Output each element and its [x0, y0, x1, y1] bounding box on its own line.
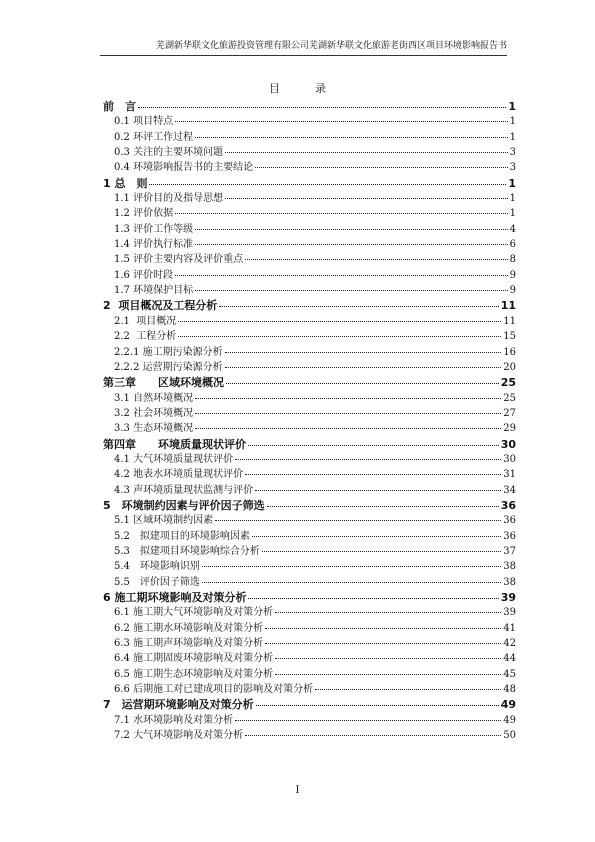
dot-leader — [195, 244, 508, 245]
dot-leader — [225, 152, 508, 153]
toc-entry-page: 25 — [503, 392, 516, 404]
toc-section-entry[interactable] — [103, 621, 516, 636]
dot-leader — [215, 520, 501, 521]
dot-leader — [202, 566, 501, 567]
toc-entry-label: 6.4 施工期固废环境影响及对策分析 — [114, 653, 274, 665]
toc-entry-page: 11 — [500, 299, 516, 313]
toc-entry-page: 1 — [509, 131, 516, 143]
toc-section-entry[interactable] — [103, 329, 516, 344]
toc-section-entry[interactable] — [103, 160, 516, 175]
toc-entry-label: 4.2 地表水环境质量现状评价 — [114, 469, 244, 481]
toc-section-entry[interactable] — [103, 452, 516, 467]
toc-section-entry[interactable] — [103, 559, 516, 574]
toc-entry-label: 1.6 评价时段 — [114, 269, 174, 281]
toc-entry-page: 36 — [503, 530, 516, 542]
toc-entry-page: 48 — [503, 684, 516, 696]
dot-leader — [256, 705, 499, 706]
dot-leader — [235, 720, 501, 721]
toc-entry-label: 4.1 大气环境质量现状评价 — [114, 453, 234, 465]
toc-entry-label: 3.3 生态环境概况 — [114, 423, 194, 435]
toc-section-entry[interactable] — [103, 651, 516, 666]
toc-chapter-entry[interactable] — [103, 590, 516, 605]
toc-entry-label: 2.2.1 施工期污染源分析 — [114, 346, 223, 358]
toc-entry-page: 20 — [503, 361, 516, 373]
dot-leader — [275, 674, 501, 675]
toc-entry-page: 29 — [503, 423, 516, 435]
toc-entry-page: 49 — [500, 698, 516, 712]
toc-entry-page: 1 — [509, 116, 516, 128]
toc-entry-page: 1 — [508, 176, 516, 190]
toc-entry-page: 44 — [503, 653, 516, 665]
toc-chapter-entry[interactable] — [103, 697, 516, 712]
toc-section-entry[interactable] — [103, 529, 516, 544]
toc-entry-label: 0.4 环境影响报告书的主要结论 — [114, 162, 254, 174]
toc-section-entry[interactable] — [103, 421, 516, 436]
toc-entry-label: 第四章 环境质量现状评价 — [103, 437, 246, 451]
toc-entry-label: 1.7 环境保护目标 — [114, 285, 194, 297]
toc-entry-page: 3 — [509, 147, 516, 159]
toc-entry-page: 15 — [503, 331, 516, 343]
dot-leader — [202, 582, 501, 583]
toc-section-entry[interactable] — [103, 237, 516, 252]
dot-leader — [195, 290, 508, 291]
dot-leader — [262, 551, 501, 552]
toc-entry-label: 1.1 评价目的及指导思想 — [114, 193, 224, 205]
toc-section-entry[interactable] — [103, 513, 516, 528]
toc-section-entry[interactable] — [103, 360, 516, 375]
toc-entry-page: 49 — [503, 714, 516, 726]
dot-leader — [149, 184, 506, 185]
toc-section-entry[interactable] — [103, 636, 516, 651]
toc-title: 目 录 — [269, 82, 338, 95]
toc-entry-label: 0.3 关注的主要环境问题 — [114, 147, 224, 159]
dot-leader — [255, 490, 501, 491]
toc-entry-label: 2 项目概况及工程分析 — [103, 299, 218, 313]
dot-leader — [226, 383, 499, 384]
dot-leader — [195, 413, 501, 414]
toc-section-entry[interactable] — [103, 391, 516, 406]
toc-entry-label: 5.5 评价因子筛选 — [114, 576, 200, 588]
toc-entry-label: 前 言 — [103, 100, 136, 113]
toc-section-entry[interactable] — [103, 605, 516, 620]
toc-entry-page: 36 — [500, 498, 516, 512]
toc-entry-label: 2.2.2 运营期污染源分析 — [114, 361, 223, 373]
toc-entry-label: 3.1 自然环境概况 — [114, 392, 194, 404]
dot-leader — [195, 398, 501, 399]
toc-section-entry[interactable] — [103, 222, 516, 237]
toc-section-entry[interactable] — [103, 483, 516, 498]
dot-leader — [255, 167, 508, 168]
toc-section-entry[interactable] — [103, 252, 516, 267]
toc-section-entry[interactable] — [103, 130, 516, 145]
toc-entry-page: 4 — [509, 223, 516, 235]
dot-leader — [138, 107, 506, 108]
toc-chapter-entry[interactable] — [103, 498, 516, 513]
toc-section-entry[interactable] — [103, 667, 516, 682]
toc-entry-label: 7.1 水环境影响及对策分析 — [114, 714, 234, 726]
dot-leader — [275, 612, 501, 613]
toc-entry-label: 5.4 环境影响识别 — [114, 561, 200, 573]
dot-leader — [275, 658, 501, 659]
toc-entry-label: 7 运营期环境影响及对策分析 — [103, 698, 254, 712]
toc-entry-page: 3 — [509, 162, 516, 174]
toc-section-entry[interactable] — [103, 191, 516, 206]
toc-entry-label: 2.2 工程分析 — [114, 331, 177, 343]
toc-section-entry[interactable] — [103, 314, 516, 329]
dot-leader — [225, 367, 502, 368]
toc-section-entry[interactable] — [103, 206, 516, 221]
toc-entry-page: 41 — [503, 622, 516, 634]
toc-entry-label: 5.3 拟建项目环境影响综合分析 — [114, 545, 260, 557]
dot-leader — [225, 198, 508, 199]
dot-leader — [252, 536, 501, 537]
dot-leader — [315, 689, 501, 690]
dot-leader — [195, 428, 501, 429]
toc-entry-label: 7.2 大气环境影响及对策分析 — [114, 730, 244, 742]
toc-entry-label: 1.5 评价主要内容及评价重点 — [114, 254, 244, 266]
toc-entry-label: 0.2 环评工作过程 — [114, 131, 194, 143]
toc-entry-page: 30 — [503, 453, 516, 465]
toc-section-entry[interactable] — [103, 283, 516, 298]
toc-entry-page: 1 — [509, 193, 516, 205]
toc-entry-label: 5.1 区域环境制约因素 — [114, 515, 214, 527]
toc-entry-label: 6.6 后期施工对已建成项目的影响及对策分析 — [114, 684, 314, 696]
dot-leader — [219, 306, 498, 307]
toc-entry-page: 42 — [503, 638, 516, 650]
toc-entry-label: 6.1 施工期大气环境影响及对策分析 — [114, 607, 274, 619]
toc-entry-label: 0.1 项目特点 — [114, 116, 174, 128]
toc-entry-label: 6 施工期环境影响及对策分析 — [103, 591, 247, 604]
toc-entry-page: 37 — [503, 545, 516, 557]
dot-leader — [178, 336, 501, 337]
toc-entry-page: 9 — [509, 285, 516, 297]
toc-entry-page: 11 — [503, 315, 516, 327]
toc-section-entry[interactable] — [103, 467, 516, 482]
toc-section-entry[interactable] — [103, 713, 516, 728]
toc-entry-label: 1.2 评价依据 — [114, 208, 174, 220]
toc-entry-page: 27 — [503, 407, 516, 419]
toc-section-entry[interactable] — [103, 544, 516, 559]
toc-chapter-entry[interactable] — [103, 375, 516, 390]
dot-leader — [195, 229, 508, 230]
toc-entry-label: 1.3 评价工作等级 — [114, 223, 194, 235]
dot-leader — [265, 643, 501, 644]
dot-leader — [225, 352, 502, 353]
dot-leader — [265, 628, 501, 629]
toc-entry-page: 1 — [509, 208, 516, 220]
toc-entry-label: 6.2 施工期水环境影响及对策分析 — [114, 622, 264, 634]
dot-leader — [245, 735, 501, 736]
toc-entry-label: 第三章 区域环境概况 — [103, 376, 224, 390]
dot-leader — [248, 598, 498, 599]
toc-entry-label: 2.1 项目概况 — [114, 315, 177, 327]
toc-entry-page: 9 — [509, 269, 516, 281]
toc-entry-page: 39 — [500, 591, 516, 604]
dot-leader — [267, 506, 499, 507]
dot-leader — [248, 445, 499, 446]
toc-section-entry[interactable] — [103, 114, 516, 129]
toc-entry-page: 38 — [503, 576, 516, 588]
running-header: 芜湖新华联文化旅游投资管理有限公司芜湖新华联文化旅游老街西区项目环境影响报告书 — [100, 40, 507, 56]
toc-chapter-entry[interactable] — [103, 176, 516, 191]
toc-entry-page: 38 — [503, 561, 516, 573]
toc-entry-page: 50 — [503, 730, 516, 742]
dot-leader — [245, 474, 501, 475]
page-number: I — [295, 785, 300, 796]
toc-section-entry[interactable] — [103, 345, 516, 360]
dot-leader — [175, 275, 508, 276]
toc-section-entry[interactable] — [103, 682, 516, 697]
toc-chapter-entry[interactable] — [103, 99, 516, 114]
toc-entry-label: 6.3 施工期声环境影响及对策分析 — [114, 638, 264, 650]
toc-entry-page: 8 — [509, 254, 516, 266]
dot-leader — [245, 259, 508, 260]
toc-entry-label: 6.5 施工期生态环境影响及对策分析 — [114, 668, 274, 680]
toc-entry-page: 25 — [500, 376, 516, 390]
dot-leader — [195, 137, 508, 138]
table-of-contents — [103, 99, 516, 743]
toc-section-entry[interactable] — [103, 268, 516, 283]
toc-entry-label: 5.2 拟建项目的环境影响因素 — [114, 530, 250, 542]
toc-entry-page: 1 — [508, 100, 516, 113]
toc-section-entry[interactable] — [103, 145, 516, 160]
toc-chapter-entry[interactable] — [103, 437, 516, 452]
dot-leader — [175, 121, 508, 122]
toc-entry-page: 30 — [500, 437, 516, 451]
dot-leader — [175, 213, 508, 214]
toc-entry-label: 1.4 评价执行标准 — [114, 239, 194, 251]
toc-entry-page: 34 — [503, 484, 516, 496]
toc-entry-page: 39 — [503, 607, 516, 619]
toc-chapter-entry[interactable] — [103, 298, 516, 313]
dot-leader — [235, 459, 501, 460]
toc-section-entry[interactable] — [103, 728, 516, 743]
toc-entry-page: 36 — [503, 515, 516, 527]
toc-entry-page: 6 — [509, 239, 516, 251]
dot-leader — [178, 321, 501, 322]
toc-entry-label: 1 总 则 — [103, 176, 148, 190]
toc-section-entry[interactable] — [103, 575, 516, 590]
toc-entry-label: 3.2 社会环境概况 — [114, 407, 194, 419]
toc-entry-page: 16 — [503, 346, 516, 358]
toc-entry-label: 5 环境制约因素与评价因子筛选 — [103, 498, 265, 512]
toc-entry-page: 45 — [503, 668, 516, 680]
toc-section-entry[interactable] — [103, 406, 516, 421]
toc-entry-page: 31 — [503, 469, 516, 481]
toc-entry-label: 4.3 声环境质量现状监测与评价 — [114, 484, 254, 496]
